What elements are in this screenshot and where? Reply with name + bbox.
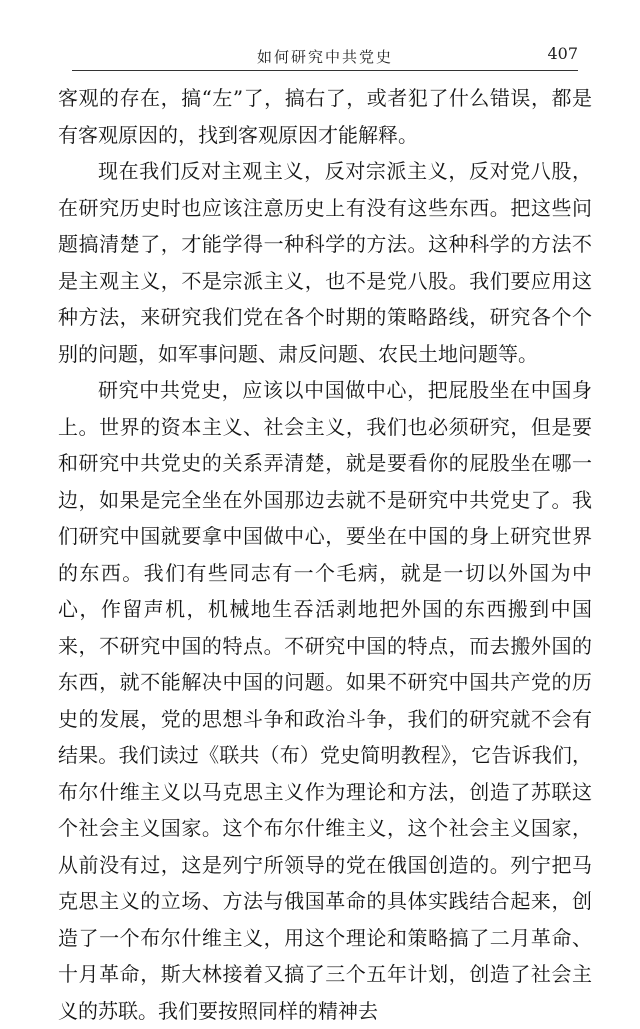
paragraph-2: 现在我们反对主观主义，反对宗派主义，反对党八股，在研究历史时也应该注意历史上有没有这些东西。把这些问题搞清楚了，才能学得一种科学的方法。这种科学的方法不是主观主义，不是宗派主义，也不是党八股。我们要应用这种方法，来研究我们党在各个时期的策略路线，研究各个个别的问题，如军事问题、肃反问题、农民土地问题等。: [58, 159, 592, 366]
running-header: [72, 42, 578, 71]
running-title: 如何研究中共党史: [256, 48, 393, 66]
page-number: 407: [547, 44, 578, 63]
paragraph-3: 研究中共党史，应该以中国做中心，把屁股坐在中国身上。世界的资本主义、社会主义，我们也必须研究，但是要和研究中共党史的关系弄清楚，就是要看你的屁股坐在哪一边，如果是完全坐在外国那边去就不是研究中共党史了。我们研究中国就要拿中国做中心，要坐在中国的身上研究世界的东西。我们有些同志有一个毛病，就是一切以外国为中心，作留声机，机械地生吞活剥地把外国的东西搬到中国来，不研究中国的特点。不研究中国的特点，而去搬外国的东西，就不能解决中国的问题。如果不研究中国共产党的历史的发展，党的思想斗争和政治斗争，我们的研究就不会有结果。我们读过《联共（布）党史简明教程》，它告诉我们，布尔什维主义以马克思主义作为理论和方法，创造了苏联这个社会主义国家。这个布尔什维主义，这个社会主义国家，从前没有过，这是列宁所领导的党在俄国创造的。列宁把马克思主义的立场、方法与俄国革命的具体实践结合起来，创造了一个布尔什维主义，用这个理论和策略搞了二月革命、十月革命，斯大林接着又搞了三个五年计划，创造了社会主义的苏联。我们要按照同样的精神去: [58, 378, 592, 1023]
body-text: [58, 80, 592, 1029]
paragraph-1: 客观的存在，搞“左”了，搞右了，或者犯了什么错误，都是有客观原因的，找到客观原因才能解释。: [58, 86, 592, 147]
